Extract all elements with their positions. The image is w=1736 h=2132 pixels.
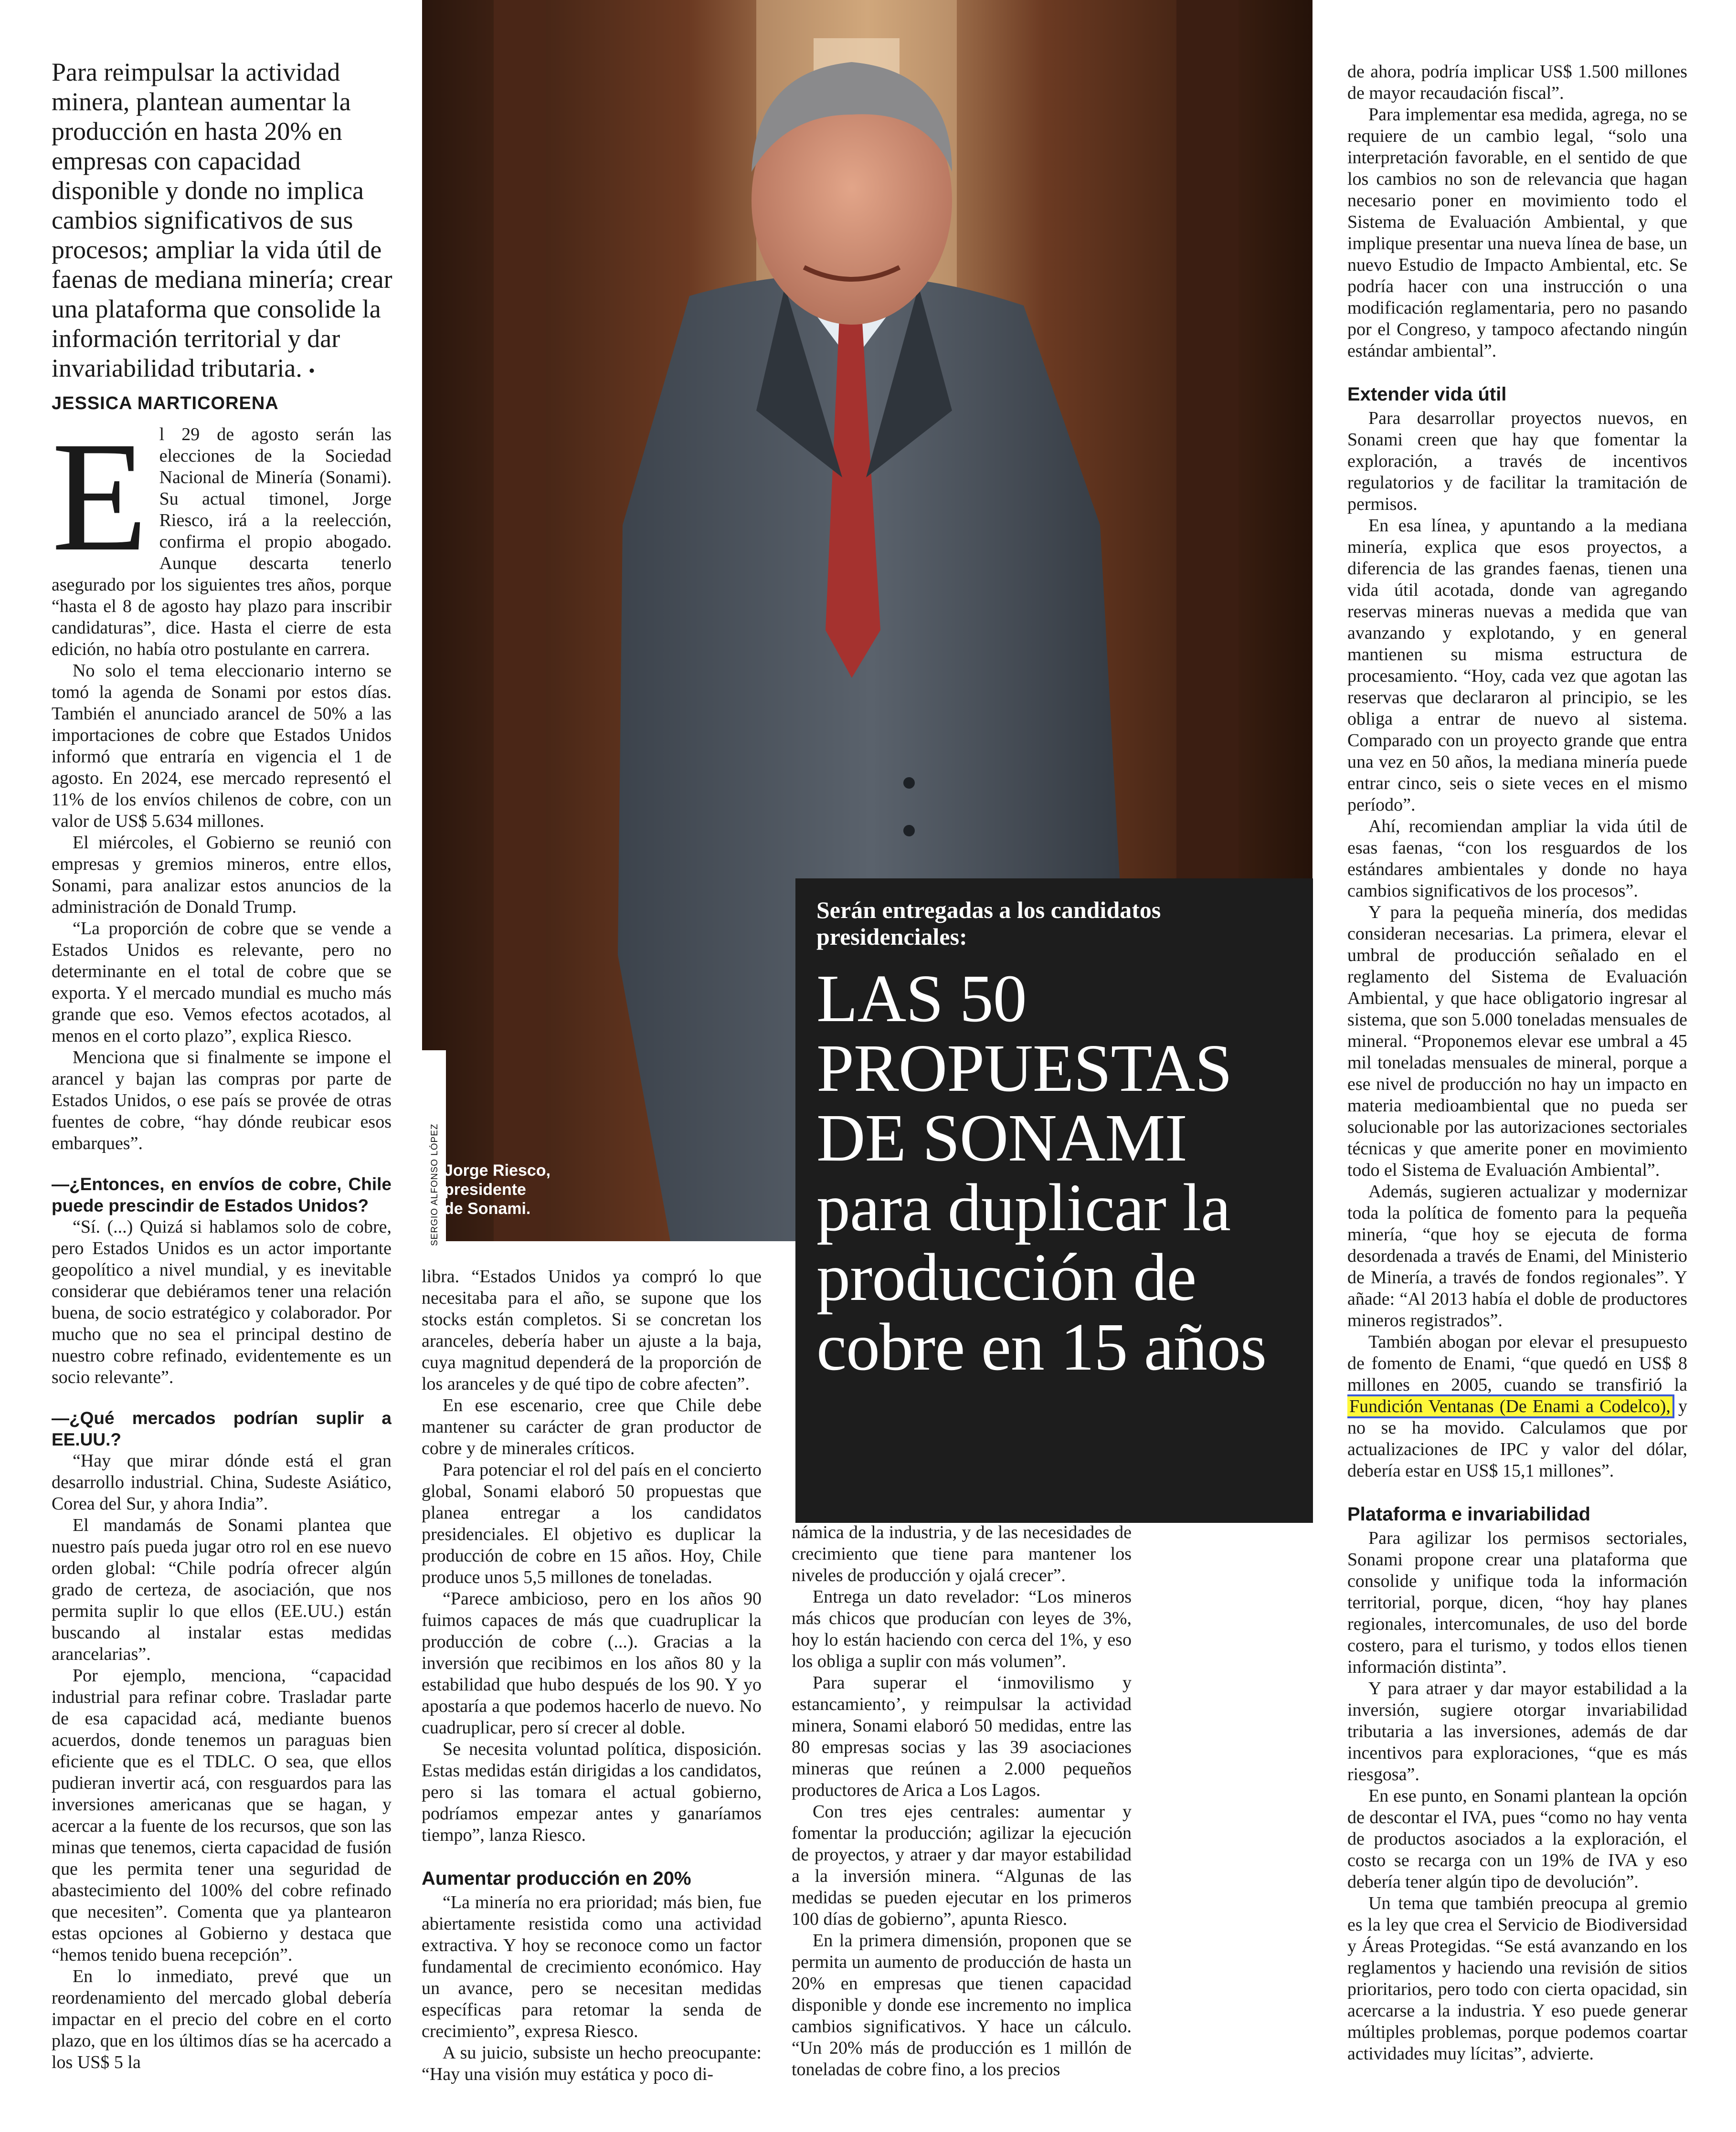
paragraph: En esa línea, y apuntando a la mediana minería, explica que esos proyectos, a diferencia de las grandes faenas, tienen una vida útil acotada, donde van agregando reservas mineras nuevas a medida que van avanzando y explotando, y en general mantienen su misma estructura de procesamiento. “Hoy, cada vez que agotan las reservas que declararon al principio, se les obliga a entrar de nuevo al sistema. Comparado con un proyecto grande que entra una vez en 50 años, la mediana minería puede entrar cinco, seis o siete veces en el mismo período”. [1347,516,1687,815]
paragraph: El miércoles, el Gobierno se reunió con empresas y gremios mineros, entre ellos, Sonami, para analizar estos anuncios de la administración de Donald Trump. [52,833,392,917]
headline-box [795,878,1313,1523]
paragraph: En ese escenario, cree que Chile debe mantener su carácter de gran productor de cobre y de minerales críticos. [422,1395,762,1458]
column-2 [422,1266,762,2121]
photo-credit: SERGIO ALFONSO LÓPEZ [430,1123,440,1246]
interview-question: —¿Entonces, en envíos de cobre, Chile puede prescindir de Estados Unidos? [52,1174,392,1215]
headline-upper: LAS 50 PROPUESTAS DE SONAMI [816,960,1232,1175]
paragraph: Entrega un dato revelador: “Los mineros más chicos que producían con leyes de 3%, hoy lo están haciendo con cerca del 1%, y eso los obliga a suplir con más volumen”. [792,1587,1132,1671]
headline-title [816,960,1292,1384]
paragraph: Para superar el ‘inmovilismo y estancamiento’, y reimpulsar la actividad minera, Sonami elaboró 50 medidas, entre las 80 empresas socias y las 39 asociaciones mineras que reúnen a 2.000 pequeños productores de Arica a Los Lagos. [792,1673,1132,1800]
paragraph-text: y no se ha movido. Calculamos que por actualizaciones de IPC y valor del dólar, debería estar en US$ 15,1 millones”. [1347,1396,1687,1481]
paragraph: “La minería no era prioridad; más bien, fue abiertamente resistida como una actividad extractiva. Y hoy se reconoce como un factor fundamental de crecimiento económico. Hay un avance, pero se necesitan medidas específicas para retomar la senda de crecimiento”, expresa Riesco. [422,1892,762,2041]
paragraph: Además, sugieren actualizar y modernizar toda la política de fomento para la pequeña minería, “que hoy se ejecuta de forma desordenada a través de Enami, del Ministerio de Minería, a través de fondos regionales”. Y añade: “Al 2013 había el doble de productores mineros registrados”. [1347,1182,1687,1330]
column-1 [52,424,392,2123]
paragraph: “Parece ambicioso, pero en los años 90 fuimos capaces de más que cuadruplicar la producción de cobre (...). Gracias a la inversión que recibimos en los años 80 y la estabilidad que hubo después de los 90. Y yo apostaría a que podemos hacerlo de nuevo. No cuadruplicar, pero sí crecer al doble. [422,1589,762,1738]
paragraph: l 29 de agosto serán las elecciones de la Sociedad Nacional de Minería (Sonami). Su actual timonel, Jorge Riesco, irá a la reelección, confirma el propio abogado. Aunque descarta tenerlo asegurado por los siguientes tres años, porque “hasta el 8 de agosto hay plazo para inscribir candidaturas”, dice. Hasta el cierre de esta edición, no había otro postulante en carrera. [52,424,392,659]
highlighted-text: Fundición Ventanas (De Enami a Codelco), [1347,1396,1672,1416]
paragraph: “Sí. (...) Quizá si hablamos solo de cobre, pero Estados Unidos es un actor importante geopolítico a nivel mundial, y es inevitable considerar que debiéramos tener una relación buena, de socio estratégico y colaborador. Por mucho que no sea el principal destino de nuestro cobre refinado, evidentemente es un socio relevante”. [52,1217,392,1387]
column-4 [1347,61,1687,2128]
caption-line: Jorge Riesco, [444,1161,550,1180]
paragraph: Menciona que si finalmente se impone el arancel y bajan las compras por parte de Estados Unidos, o ese país se provée de otras fuentes de cobre, “hay dónde reubicar esos embarques”. [52,1047,392,1153]
paragraph: El mandamás de Sonami plantea que nuestro país pueda jugar otro rol en ese nuevo orden global: “Chile podría ofrecer algún grado de certeza, de asociación, que nos permita suplir lo que ellos (EE.UU.) están buscando al instalar estas medidas arancelarias”. [52,1515,392,1664]
paragraph: Y para la pequeña minería, dos medidas consideran necesarias. La primera, elevar el umbral de producción señalado en el reglamento del Sistema de Evaluación Ambiental, y que hace obligatorio ingresar al sistema, que son 5.000 toneladas mensuales de mineral. “Proponemos elevar ese umbral a 45 mil toneladas mensuales de mineral, porque a ese nivel de producción no hay un impacto en materia medioambiental que no pueda ser solucionable por las autorizaciones sectoriales técnicas y que amerite poner en movimiento todo el Sistema de Evaluación Ambiental”. [1347,902,1687,1180]
column-3 [792,1522,1132,2123]
paragraph [1347,1331,1687,1482]
paragraph: Ahí, recomiendan ampliar la vida útil de esas faenas, “con los resguardos de los estándares ambientales y donde no haya cambios significativos de los procesos”. [1347,816,1687,901]
paragraph: Por ejemplo, menciona, “capacidad industrial para refinar cobre. Trasladar parte de esa capacidad acá, mediante buenos acuerdos, donde tenemos un paraguas bien eficiente que es el TDLC. O sea, que ellos pudieran invertir acá, con resguardos para las inversiones americanas que se hagan, y acercar a la fuente de los recursos, que son las minas que tenemos, cierta capacidad de fusión que les permita tener una seguridad de abastecimiento del 100% del cobre refinado que necesiten”. Comenta que ya plantearon estas opciones al Gobierno y destaca que “hemos tenido buena recepción”. [52,1666,392,1965]
drop-cap: E [52,424,148,584]
byline: JESSICA MARTICORENA [52,393,279,413]
paragraph: “La proporción de cobre que se vende a Estados Unidos es relevante, pero no determinante en el total de cobre que se exporta. Y el mercado mundial es mucho más grande que eso. Vemos efectos acotados, al menos en el corto plazo”, explica Riesco. [52,918,392,1046]
headline-lower: para duplicar la producción de cobre en 15 años [816,1170,1267,1384]
paragraph: Se necesita voluntad política, disposición. Estas medidas están dirigidas a los candidatos, pero si las tomara el actual gobierno, podríamos empezar antes y ganaríamos tiempo”, lanza Riesco. [422,1739,762,1845]
paragraph: Para potenciar el rol del país en el concierto global, Sonami elaboró 50 propuestas que planea entregar a los candidatos presidenciales. El objetivo es duplicar la producción de cobre en 15 años. Hoy, Chile produce unos 5,5 millones de toneladas. [422,1460,762,1587]
paragraph: En lo inmediato, prevé que un reordenamiento del mercado global debería impactar en el precio del cobre en el corto plazo, que en los últimos días se ha acercado a los US$ 5 la [52,1966,392,2072]
headline-kicker: Serán entregadas a los candidatos presidenciales: [816,897,1161,950]
paragraph: Con tres ejes centrales: aumentar y fomentar la producción; agilizar la ejecución de proyectos, y atraer y dar mayor estabilidad a la inversión minera. “Algunas de las medidas se pueden ejecutar en los primeros 100 días de gobierno”, apunta Riesco. [792,1802,1132,1929]
paragraph: Para implementar esa medida, agrega, no se requiere de un cambio legal, “solo una interpretación favorable, en el sentido de que los cambios no son de relevancia que hagan necesario poner en movimiento todo el Sistema de Evaluación Ambiental, y que implique presentar una nueva línea de base, un nuevo Estudio de Impacto Ambiental, etc. Se podría hacer con una instrucción o una modificación reglamentaria, pero no pasando por el Congreso, y tampoco afectando ningún estándar ambiental”. [1347,105,1687,361]
caption-line: de Sonami. [444,1200,531,1218]
paragraph: Y para atraer y dar mayor estabilidad a la inversión, sugiere otorgar invariabilidad tributaria a las inversiones, además de dar incentivos para exploraciones, “que es más riesgosa”. [1347,1678,1687,1784]
photo-caption [444,1161,597,1218]
paragraph-text: También abogan por elevar el presupuesto de fomento de Enami, “que quedó en US$ 8 millones en 2005, cuando se transfirió la [1347,1332,1687,1395]
paragraph: En ese punto, en Sonami plantean la opción de descontar el IVA, pues “como no hay venta de productos asociados a la exploración, el costo se recarga con un 19% de IVA y eso debería tener algún tipo de devolución”. [1347,1786,1687,1892]
paragraph: No solo el tema eleccionario interno se tomó la agenda de Sonami por estos días. También el anunciado arancel de 50% a las importaciones de cobre que Estados Unidos informó que entraría en vigencia el 1 de agosto. En 2024, ese mercado representó el 11% de los envíos chilenos de cobre, con un valor de US$ 5.634 millones. [52,661,392,831]
lead-text: Para reimpulsar la actividad minera, plantean aumentar la producción en hasta 20% en empresas con capacidad disponible y donde no implica cambios significativos de sus procesos; ampliar la vida útil de faenas de mediana minería; crear una plataforma que consolide la información territorial y dar invariabilidad tributaria. [52,58,392,382]
paragraph: A su juicio, subsiste un hecho preocupante: “Hay una visión muy estática y poco di- [422,2043,762,2084]
paragraph: Para agilizar los permisos sectoriales, Sonami propone crear una plataforma que consolide y unifique toda la información territorial, porque, dicen, “hoy hay planes regionales, intercomunales, de uso del borde costero, para el turismo, y todos ellos tienen información distinta”. [1347,1528,1687,1677]
lead-deck [52,57,400,418]
section-subhead: Extender vida útil [1347,384,1507,405]
paragraph: Un tema que también preocupa al gremio es la ley que crea el Servicio de Biodiversidad y Áreas Protegidas. “Se está avanzando en los reglamentos y haciendo una revisión de sitios prioritarios, pero todo con cierta opacidad, sin acercarse a la industria. Y eso puede generar múltiples problemas, porque podemos coartar actividades muy lícitas”, advierte. [1347,1893,1687,2064]
lead-bullet: • [308,361,315,381]
paragraph: libra. “Estados Unidos ya compró lo que necesitaba para el año, se supone que los stocks están completos. Si se concretan los aranceles, debería haber un ajuste a la baja, cuya magnitud dependerá de la proporción de los aranceles y de qué tipo de cobre afecten”. [422,1267,762,1394]
section-subhead: Plataforma e invariabilidad [1347,1504,1591,1525]
paragraph: námica de la industria, y de las necesidades de crecimiento que tiene para mantener los niveles de producción y ojalá crecer”. [792,1522,1132,1585]
paragraph: “Hay que mirar dónde está el gran desarrollo industrial. China, Sudeste Asiático, Corea del Sur, y ahora India”. [52,1451,392,1514]
caption-line: presidente [444,1181,526,1199]
section-subhead: Aumentar producción en 20% [422,1868,691,1889]
paragraph: Para desarrollar proyectos nuevos, en Sonami creen que hay que fomentar la exploración, a través de incentivos regulatorios y de facilitar la tramitación de permisos. [1347,408,1687,514]
interview-question: —¿Qué mercados podrían suplir a EE.UU.? [52,1408,392,1449]
paragraph: de ahora, podría implicar US$ 1.500 millones de mayor recaudación fiscal”. [1347,62,1687,103]
paragraph: En la primera dimensión, proponen que se permita un aumento de producción de hasta un 20% en empresas que tienen capacidad disponible y donde ese incremento no implica cambios significativos. Y hace un cálculo. “Un 20% más de producción es 1 millón de toneladas de cobre fino, a los precios [792,1931,1132,2079]
